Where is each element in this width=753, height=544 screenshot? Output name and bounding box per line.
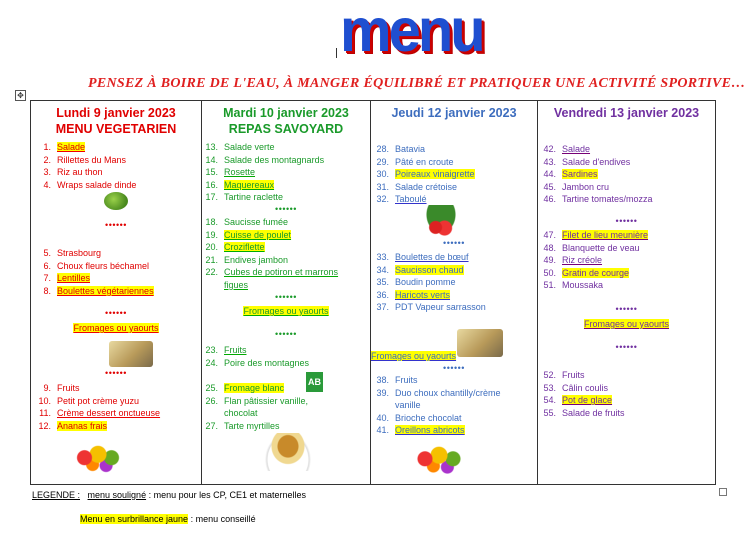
separator-stars: •••••• bbox=[615, 304, 638, 314]
list-item: chocolat bbox=[224, 408, 258, 419]
separator-stars: •••••• bbox=[615, 216, 638, 226]
cheese-lundi: Fromages ou yaourts bbox=[73, 323, 159, 333]
list-item: 11. Crème dessert onctueuse bbox=[39, 408, 161, 419]
list-item: 4. Wraps salade dinde bbox=[43, 179, 137, 190]
list-item: 49. Riz créole bbox=[543, 255, 603, 266]
list-item: 47. Filet de lieu meunière bbox=[543, 230, 649, 240]
separator-stars: •••••• bbox=[105, 368, 127, 378]
list-item: 51. Moussaka bbox=[543, 280, 604, 291]
list-item: 21. Endives jambon bbox=[205, 254, 289, 265]
list-item: 39. Duo choux chantilly/crème bbox=[376, 387, 501, 398]
legend-highlight-key: Menu en surbrillance jaune bbox=[80, 514, 189, 524]
flan-image bbox=[265, 433, 311, 471]
cheese-image bbox=[109, 341, 153, 367]
day-header-jeudi: Jeudi 12 janvier 2023 bbox=[391, 106, 517, 120]
list-item: 22. Cubes de potiron et marrons bbox=[205, 267, 339, 278]
subtitle: PENSEZ À BOIRE DE L'EAU, À MANGER ÉQUILIBRÉ ET PRATIQUER UNE ACTIVITÉ SPORTIVE… bbox=[88, 76, 746, 91]
list-item: 8. Boulettes végétariennes bbox=[43, 285, 154, 296]
column-mardi bbox=[202, 101, 371, 485]
list-item: 23. Fruits bbox=[205, 345, 247, 355]
list-item: 48. Blanquette de veau bbox=[543, 242, 640, 253]
salad-image bbox=[104, 192, 128, 210]
list-item: 1. Salade bbox=[43, 142, 86, 152]
list-item: 45. Jambon cru bbox=[543, 181, 610, 192]
menu-table bbox=[30, 100, 716, 485]
separator-stars: •••••• bbox=[275, 329, 297, 339]
table-resize-handle-icon[interactable] bbox=[719, 488, 727, 496]
list-item: 55. Salade de fruits bbox=[543, 407, 625, 418]
list-item: 17. Tartine raclette bbox=[205, 192, 284, 203]
list-item: 20. Croziflette bbox=[205, 242, 265, 253]
list-item: 43. Salade d'endives bbox=[543, 156, 631, 167]
list-item: 32. Taboulé bbox=[376, 194, 427, 205]
day-header-vendredi: Vendredi 13 janvier 2023 bbox=[553, 106, 700, 120]
column-lundi bbox=[31, 101, 202, 485]
table-move-handle-icon[interactable]: ✥ bbox=[15, 90, 26, 101]
list-item: figues bbox=[224, 279, 249, 290]
list-item: 10. Petit pot crème yuzu bbox=[38, 395, 140, 406]
separator-stars: •••••• bbox=[443, 238, 465, 248]
cheese-mardi: Fromages ou yaourts bbox=[243, 306, 329, 316]
list-item: 24. Poire des montagnes bbox=[205, 357, 310, 368]
column-vendredi bbox=[538, 101, 716, 485]
list-item: 18. Saucisse fumée bbox=[205, 217, 289, 227]
list-item: 25. Fromage blanc bbox=[205, 383, 285, 393]
separator-stars: •••••• bbox=[105, 308, 127, 318]
list-item: 53. Câlin coulis bbox=[543, 382, 609, 393]
text-cursor bbox=[336, 48, 337, 58]
list-item: 12. Ananas frais bbox=[38, 420, 108, 431]
page-title: menu bbox=[340, 0, 483, 65]
list-item: 37. PDT Vapeur sarrasson bbox=[376, 302, 486, 313]
list-item: 41. Oreillons abricots bbox=[376, 425, 465, 436]
cheese-image bbox=[457, 329, 503, 357]
list-item: 6. Choux fleurs béchamel bbox=[43, 260, 150, 271]
list-item: 31. Salade crétoise bbox=[376, 181, 458, 192]
cheese-jeudi: Fromages ou yaourts bbox=[371, 351, 457, 361]
radish-image bbox=[423, 205, 459, 237]
separator-stars: •••••• bbox=[275, 292, 297, 302]
list-item: 9. Fruits bbox=[43, 383, 80, 393]
list-item: 27. Tarte myrtilles bbox=[205, 420, 280, 431]
list-item: 15. Rosette bbox=[205, 167, 256, 178]
list-item: vanille bbox=[395, 400, 421, 411]
legend-underlined-key: menu souligné bbox=[87, 490, 147, 500]
list-item: 29. Pâté en croute bbox=[376, 156, 454, 167]
list-item: 35. Boudin pomme bbox=[376, 277, 456, 288]
list-item: 16. Maquereaux bbox=[205, 179, 275, 190]
list-item: 3. Riz au thon bbox=[43, 167, 103, 178]
organic-ab-logo: AB bbox=[306, 372, 323, 392]
separator-stars: •••••• bbox=[443, 363, 465, 373]
list-item: 13. Salade verte bbox=[205, 142, 275, 152]
list-item: 28. Batavia bbox=[376, 144, 426, 154]
list-item: 5. Strasbourg bbox=[43, 248, 102, 258]
list-item: 42. Salade bbox=[543, 144, 591, 154]
fruit-basket-image bbox=[411, 439, 467, 475]
separator-stars: •••••• bbox=[275, 204, 297, 214]
list-item: 44. Sardines bbox=[543, 169, 598, 180]
list-item: 30. Poireaux vinaigrette bbox=[376, 169, 475, 180]
theme-mardi: REPAS SAVOYARD bbox=[228, 122, 344, 136]
legend-highlight: Menu en surbrillance jaune : menu conseillé bbox=[80, 514, 256, 524]
list-item: 7. Lentilles bbox=[43, 273, 91, 284]
list-item: 33. Boulettes de bœuf bbox=[376, 252, 469, 262]
list-item: 14. Salade des montagnards bbox=[205, 154, 325, 165]
list-item: 50. Gratin de courge bbox=[543, 267, 630, 278]
list-item: 2. Rillettes du Mans bbox=[43, 154, 127, 165]
day-header-mardi: Mardi 10 janvier 2023 bbox=[223, 106, 349, 120]
list-item: 34. Saucisson chaud bbox=[376, 264, 464, 275]
list-item: 19. Cuisse de poulet bbox=[205, 229, 292, 240]
theme-lundi: MENU VEGETARIEN bbox=[55, 122, 177, 136]
list-item: 26. Flan pâtissier vanille, bbox=[205, 395, 309, 406]
list-item: 46. Tartine tomates/mozza bbox=[543, 194, 653, 205]
legend-underlined: LEGENDE : menu souligné : menu pour les CP, CE1 et maternelles bbox=[32, 490, 306, 500]
fruit-basket-image bbox=[71, 439, 125, 473]
day-header-lundi: Lundi 9 janvier 2023 bbox=[56, 106, 176, 120]
list-item: 38. Fruits bbox=[376, 375, 418, 385]
separator-stars: •••••• bbox=[615, 342, 638, 352]
separator-stars: •••••• bbox=[105, 220, 127, 230]
list-item: 54. Pot de glace bbox=[543, 395, 613, 406]
cheese-vendredi: Fromages ou yaourts bbox=[583, 319, 670, 329]
list-item: 52. Fruits bbox=[543, 370, 585, 380]
list-item: 36. Haricots verts bbox=[376, 289, 451, 300]
list-item: 40. Brioche chocolat bbox=[376, 412, 462, 423]
column-jeudi bbox=[371, 101, 538, 485]
